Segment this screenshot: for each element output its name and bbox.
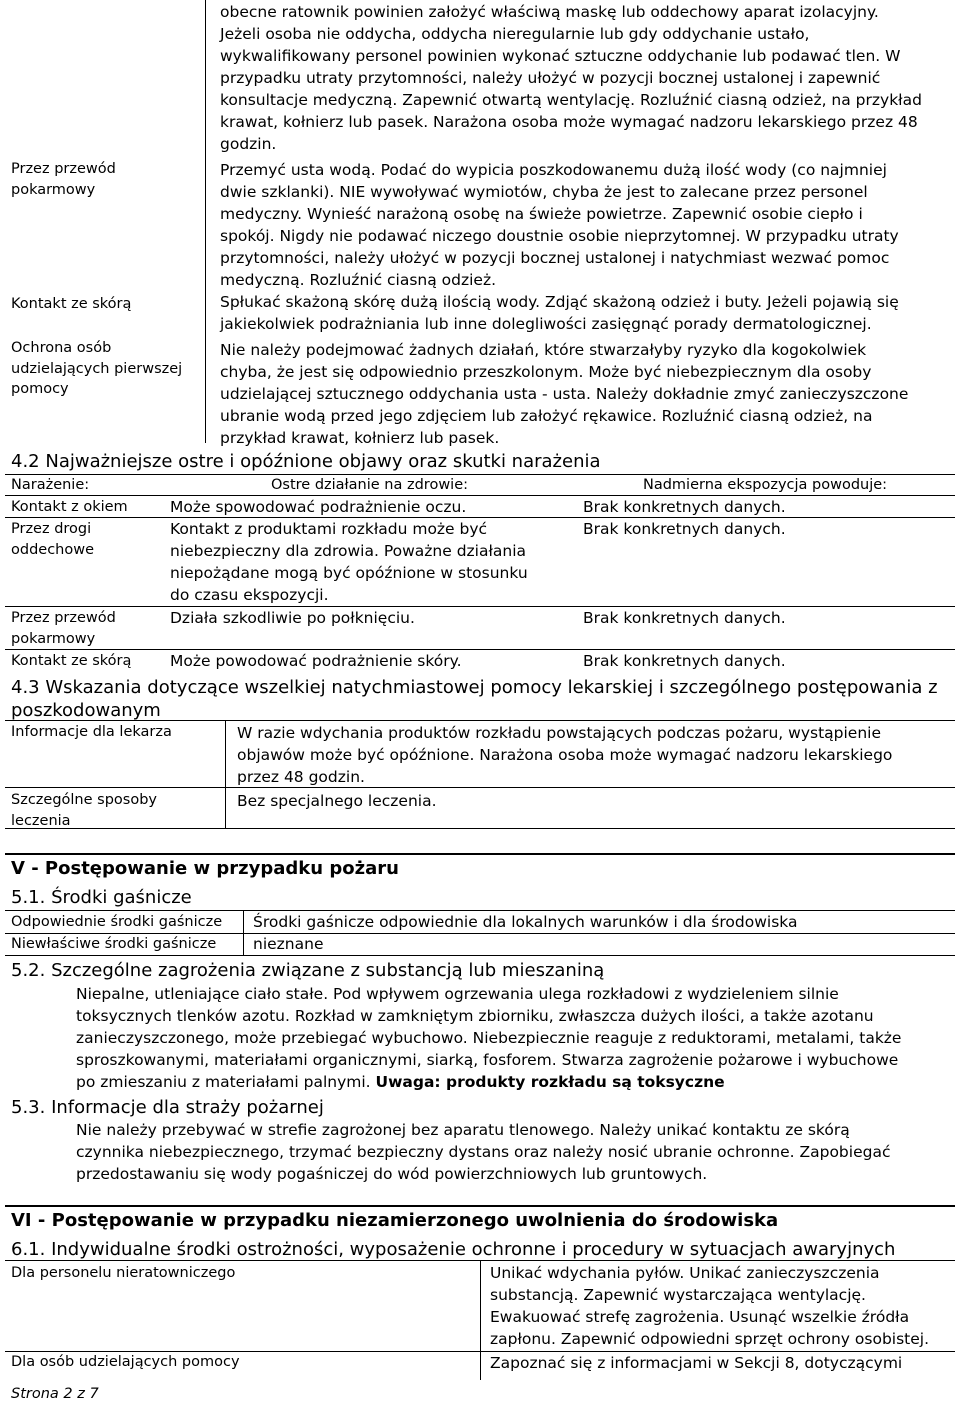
text-line: Nie należy podejmować żadnych działań, które stwarzałyby ryzyko dla kogokolwiek: [220, 341, 867, 359]
label-line: Przez przewód: [11, 161, 116, 177]
rule: [5, 787, 955, 788]
cell-line: Działa szkodliwie po połknięciu.: [170, 609, 415, 627]
text-line: Zapoznać się z informacjami w Sekcji 8, dotyczącymi: [490, 1354, 903, 1372]
cell-line: pokarmowy: [11, 630, 96, 647]
exposure-cell: [11, 519, 94, 560]
text-line: przypadku utraty przytomności, należy ułożyć w pozycji bocznej ustalonej i zapewnić: [220, 69, 881, 87]
text-line: sproszkowanymi, materiałami organicznymi, siarką, fosforem. Stwarza zagrożenie pożarowe i wybuchowe: [76, 1051, 899, 1069]
text-line: Jeżeli osoba nie oddycha, oddycha nieregularnie lub gdy oddychanie ustało,: [220, 25, 810, 43]
cell-line: Może spowodować podrażnienie oczu.: [170, 498, 467, 516]
text-line: Unikać wdychania pyłów. Unikać zanieczyszczenia: [490, 1264, 880, 1282]
text-line: spokój. Nigdy nie podawać niczego doustnie osobie nieprzytomnej. W przypadku utraty: [220, 227, 899, 245]
section-heading-4-2: 4.2 Najważniejsze ostre i opóźnione objawy oraz skutki narażenia: [11, 451, 601, 472]
text-line: przytomności, należy ułożyć w pozycji bocznej ustalonej i natychmiast wezwać pomoc: [220, 249, 890, 267]
info-label: [11, 722, 172, 743]
text-line: Spłukać skażoną skórę dużą ilością wody. Zdjąć skażoną odzież i buty. Jeżeli pojawią się: [220, 293, 899, 311]
exposure-cell: [11, 651, 131, 672]
first-aid-paragraph: [220, 1, 922, 155]
acute-cell: [170, 496, 466, 518]
cell-line: Przez przewód: [11, 610, 116, 626]
subsection-5-1: 5.1. Środki gaśnicze: [11, 887, 192, 908]
text-line: wykwalifikowany personel powinien wykonać sztuczne oddychanie lub podawać tlen. W: [220, 47, 901, 65]
section-title-6: VI - Postępowanie w przypadku niezamierzonego uwolnienia do środowiska: [11, 1210, 779, 1231]
rule: [5, 828, 955, 829]
text-line: [76, 1071, 901, 1093]
text-line: jakiekolwiek podrażniania lub inne dolegliwości zasięgnąć porady dermatologicznej.: [220, 315, 872, 333]
rule: [5, 720, 955, 721]
col-header-acute: Ostre działanie na zdrowie:: [271, 477, 469, 493]
text-line: W razie wdychania produktów rozkładu powstających podczas pożaru, wystąpienie: [237, 724, 881, 742]
rule: [5, 495, 955, 496]
section-rule: [5, 1205, 955, 1207]
rule: [5, 955, 955, 956]
subsection-5-2: 5.2. Szczególne zagrożenia związane z substancją lub mieszaniną: [11, 960, 605, 981]
section-title-5: V - Postępowanie w przypadku pożaru: [11, 858, 399, 879]
text-line: zapłonu. Zapewnić odpowiedni sprzęt ochrony osobistej.: [490, 1330, 930, 1348]
suitable-media-label: Odpowiednie środki gaśnicze: [11, 914, 223, 930]
row-label-rescuer: [11, 338, 182, 400]
label-line: udzielających pierwszej: [11, 360, 183, 377]
heading-line: poszkodowanym: [11, 700, 161, 721]
text-line: medyczną. Rozluźnić ciasną odzież.: [220, 271, 497, 289]
text-line: obecne ratownik powinien założyć właściwą maskę lub oddechowy aparat izolacyjny.: [220, 3, 879, 21]
label-line: Ochrona osób: [11, 340, 112, 356]
text-line: ubranie wodą przed jego zdjęciem lub założyć rękawice. Rozluźnić ciasną odzież, na: [220, 407, 873, 425]
text-line: czynnika niebezpiecznego, trzymać bezpieczny dystans oraz należy nosić ubranie ochronne. Zapobiegać: [76, 1143, 891, 1161]
text-line: przez 48 godzin.: [237, 768, 365, 786]
text-line: objawów może być opóźnione. Narażona osoba może wymagać nadzoru lekarskiego: [237, 746, 893, 764]
text-line: dwie szklanki). NIE wywoływać wymiotów, chyba że jest to zalecane przez personel: [220, 183, 868, 201]
acute-cell: [170, 518, 528, 606]
label-line: Szczególne sposoby: [11, 792, 157, 808]
label-line: leczenia: [11, 812, 71, 829]
subsection-6-1: 6.1. Indywidualne środki ostrożności, wyposażenie ochronne i procedury w sytuacjach awaryjnych: [11, 1239, 896, 1260]
row-label-ingestion: [11, 159, 116, 200]
rule: [5, 649, 955, 650]
cell-line: Kontakt z produktami rozkładu może być: [170, 520, 488, 538]
acute-cell: [170, 650, 462, 672]
emergency-responders-text: [490, 1352, 902, 1374]
text-line: Niepalne, utleniające ciało stałe. Pod wpływem ogrzewania ulega rozkładowi z wydzieleniem silnie: [76, 985, 839, 1003]
text-line: medyczny. Wynieść narażoną osobę na świeże powietrze. Zapewnić osobie ciepło i: [220, 205, 863, 223]
label-line: Informacje dla lekarza: [11, 724, 172, 740]
text-line: toksycznych tlenków azotu. Rozkład w zamkniętym zbiorniku, zwłaszcza dużych ilości, a także azotanu: [76, 1007, 874, 1025]
table-divider: [480, 1260, 481, 1380]
overexposure-cell: Brak konkretnych danych.: [583, 520, 786, 538]
text-line: chyba, że jest się odpowiednio przeszkolonym. Może być niebezpiecznym dla osoby: [220, 363, 872, 381]
cell-line: niebezpieczny dla zdrowia. Poważne działania: [170, 542, 527, 560]
col-header-overexposure: Nadmierna ekspozycja powoduje:: [643, 477, 888, 493]
info-text: [237, 722, 892, 788]
unsuitable-media-label: Niewłaściwe środki gaśnicze: [11, 936, 217, 952]
hazards-paragraph: [76, 983, 901, 1093]
text-line: udzielającej sztucznego oddychania usta - usta. Należy dokładnie zmyć zanieczyszczone: [220, 385, 909, 403]
text-line: przykład krawat, kołnierz lub pasek.: [220, 429, 500, 447]
exposure-cell: [11, 497, 128, 518]
table-divider: [205, 0, 206, 443]
row-text-skin: [220, 291, 899, 335]
unsuitable-media-value: nieznane: [253, 935, 324, 953]
rule: [5, 606, 955, 607]
cell-line: oddechowe: [11, 541, 95, 558]
treatment-text: [237, 790, 437, 812]
cell-line: Przez drogi: [11, 521, 92, 537]
emergency-responders-label: Dla osób udzielających pomocy: [11, 1354, 240, 1370]
table-divider: [225, 720, 226, 828]
text-line: przedostawaniu się wody pogaśniczej do wód powierzchniowych lub gruntowych.: [76, 1165, 708, 1183]
suitable-media-value: Środki gaśnicze odpowiednie dla lokalnych warunków i dla środowiska: [253, 913, 798, 931]
cell-line: Kontakt ze skórą: [11, 653, 132, 669]
row-label-skin: [11, 294, 131, 315]
text-line: Ewakuować strefę zagrożenia. Usunąć wszelkie źródła: [490, 1308, 910, 1326]
firefighter-paragraph: [76, 1119, 890, 1185]
exposure-cell: [11, 608, 116, 649]
non-emergency-text: [490, 1262, 929, 1350]
section-heading-4-3: [11, 676, 938, 722]
text-line: Przemyć usta wodą. Podać do wypicia poszkodowanemu dużą ilość wody (co najmniej: [220, 161, 887, 179]
cell-line: do czasu ekspozycji.: [170, 586, 329, 604]
row-text-rescuer: [220, 339, 908, 449]
page-number: Strona 2 z 7: [11, 1386, 99, 1402]
section-rule: [5, 853, 955, 855]
col-header-exposure: Narażenie:: [11, 477, 90, 493]
non-emergency-label: Dla personelu nieratowniczego: [11, 1265, 236, 1281]
label-line: pomocy: [11, 381, 69, 397]
overexposure-cell: Brak konkretnych danych.: [583, 652, 786, 670]
text-line: Nie należy przebywać w strefie zagrożonej bez aparatu tlenowego. Należy unikać kontaktu ze skórą: [76, 1121, 850, 1139]
cell-line: Może powodować podrażnienie skóry.: [170, 652, 462, 670]
overexposure-cell: Brak konkretnych danych.: [583, 609, 786, 627]
text-line: Bez specjalnego leczenia.: [237, 792, 437, 810]
heading-line: 4.3 Wskazania dotyczące wszelkiej natychmiastowej pomocy lekarskiej i szczególnego postępowania z: [11, 677, 938, 698]
text-line: godzin.: [220, 135, 277, 153]
text-line: zanieczyszczonego, może przebiegać wybuchowo. Niebezpiecznie reaguje z reduktorami, metalami, także: [76, 1029, 902, 1047]
cell-line: Kontakt z okiem: [11, 499, 128, 515]
overexposure-cell: Brak konkretnych danych.: [583, 498, 786, 516]
acute-cell: [170, 607, 415, 629]
label-line: Kontakt ze skórą: [11, 296, 132, 312]
text-line: konsultacje medyczną. Zapewnić otwartą wentylację. Rozluźnić ciasną odzież, na przykład: [220, 91, 922, 109]
row-text-ingestion: [220, 159, 899, 291]
warning-text: Uwaga: produkty rozkładu są toksyczne: [375, 1073, 725, 1091]
cell-line: niepożądane mogą być opóźnione w stosunku: [170, 564, 528, 582]
subsection-5-3: 5.3. Informacje dla straży pożarnej: [11, 1097, 324, 1118]
treatment-label: [11, 790, 157, 831]
text-line: substancją. Zapewnić wystarczająca wentylację.: [490, 1286, 866, 1304]
label-line: pokarmowy: [11, 181, 96, 198]
text-plain: po zmieszaniu z materiałami palnymi.: [76, 1073, 376, 1091]
text-line: krawat, kołnierz lub pasek. Narażona osoba może wymagać nadzoru lekarskiego przez 48: [220, 113, 918, 131]
